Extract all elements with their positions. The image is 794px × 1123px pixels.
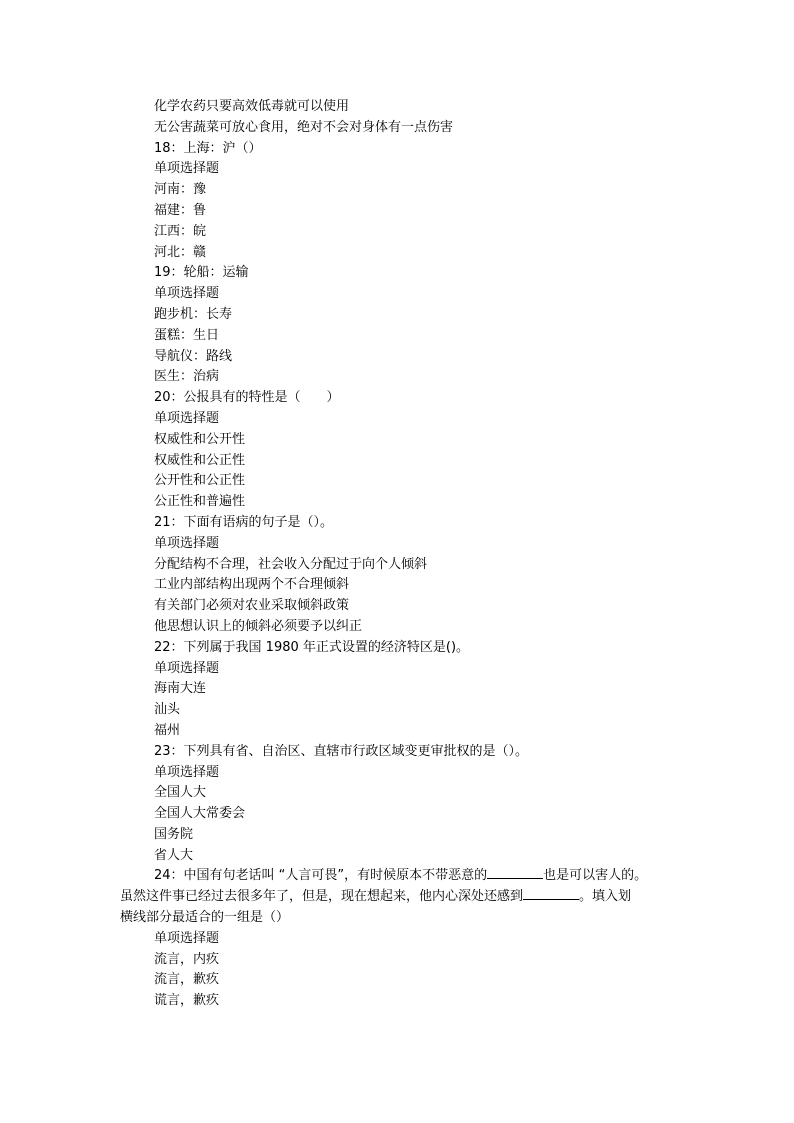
question-stem: 20：公报具有的特性是（ ） bbox=[154, 390, 340, 406]
option: 省人大 bbox=[154, 847, 194, 863]
option: 权威性和公正性 bbox=[154, 452, 246, 468]
question-type: 单项选择题 bbox=[154, 535, 220, 551]
text-line: 无公害蔬菜可放心食用，绝对不会对身体有一点伤害 bbox=[154, 119, 454, 135]
question-type: 单项选择题 bbox=[154, 410, 220, 426]
option: 权威性和公开性 bbox=[154, 431, 246, 447]
option: 工业内部结构出现两个不合理倾斜 bbox=[154, 577, 350, 593]
option: 福建：鲁 bbox=[154, 202, 207, 218]
question-stem: 18：上海：沪（） bbox=[154, 140, 262, 156]
question-type: 单项选择题 bbox=[154, 286, 220, 302]
q24-stem-part2: 也是可以害人的。 bbox=[543, 868, 648, 884]
option: 他思想认识上的倾斜必须要予以纠正 bbox=[154, 618, 363, 634]
question-type: 单项选择题 bbox=[154, 660, 220, 676]
option: 流言，歉疚 bbox=[154, 972, 220, 988]
document-content bbox=[120, 97, 680, 1012]
option: 海南大连 bbox=[154, 681, 207, 697]
option: 导航仪：路线 bbox=[154, 348, 233, 364]
q24-stem-part4: 。填入划 bbox=[579, 889, 632, 905]
question-stem: 21：下面有语病的句子是（）。 bbox=[154, 514, 334, 530]
option: 全国人大 bbox=[154, 785, 207, 801]
question-type: 单项选择题 bbox=[154, 764, 220, 780]
option: 医生：治病 bbox=[154, 369, 220, 385]
option: 河北：赣 bbox=[154, 244, 207, 260]
option: 江西：皖 bbox=[154, 223, 207, 239]
question-stem: 19：轮船：运输 bbox=[154, 265, 249, 281]
option: 分配结构不合理，社会收入分配过于向个人倾斜 bbox=[154, 556, 428, 572]
q24-stem-part1: 24：中国有句老话叫 “人言可畏”，有时候原本不带恶意的 bbox=[154, 868, 488, 884]
option: 蛋糕：生日 bbox=[154, 327, 220, 343]
fill-blank bbox=[487, 866, 543, 879]
fill-blank bbox=[523, 887, 579, 900]
option: 河南：豫 bbox=[154, 182, 207, 198]
option: 流言，内疚 bbox=[154, 951, 220, 967]
question-stem-24 bbox=[120, 866, 680, 928]
q24-stem-part5: 横线部分最适合的一组是（） bbox=[120, 910, 290, 926]
option: 汕头 bbox=[154, 702, 181, 718]
question-type: 单项选择题 bbox=[154, 930, 220, 946]
question-stem: 22：下列属于我国 1980 年正式设置的经济特区是()。 bbox=[154, 639, 470, 655]
option: 公开性和公正性 bbox=[154, 473, 246, 489]
option: 有关部门必须对农业采取倾斜政策 bbox=[154, 598, 350, 614]
option: 全国人大常委会 bbox=[154, 806, 246, 822]
option: 国务院 bbox=[154, 826, 194, 842]
text-line: 化学农药只要高效低毒就可以使用 bbox=[154, 99, 350, 114]
option: 跑步机：长寿 bbox=[154, 306, 233, 322]
option: 福州 bbox=[154, 722, 181, 738]
option: 公正性和普遍性 bbox=[154, 494, 246, 510]
option: 谎言，歉疚 bbox=[154, 993, 220, 1009]
question-type: 单项选择题 bbox=[154, 161, 220, 177]
question-stem: 23：下列具有省、自治区、直辖市行政区域变更审批权的是（）。 bbox=[154, 743, 529, 759]
q24-stem-part3: 虽然这件事已经过去很多年了，但是，现在想起来，他内心深处还感到 bbox=[120, 889, 524, 905]
